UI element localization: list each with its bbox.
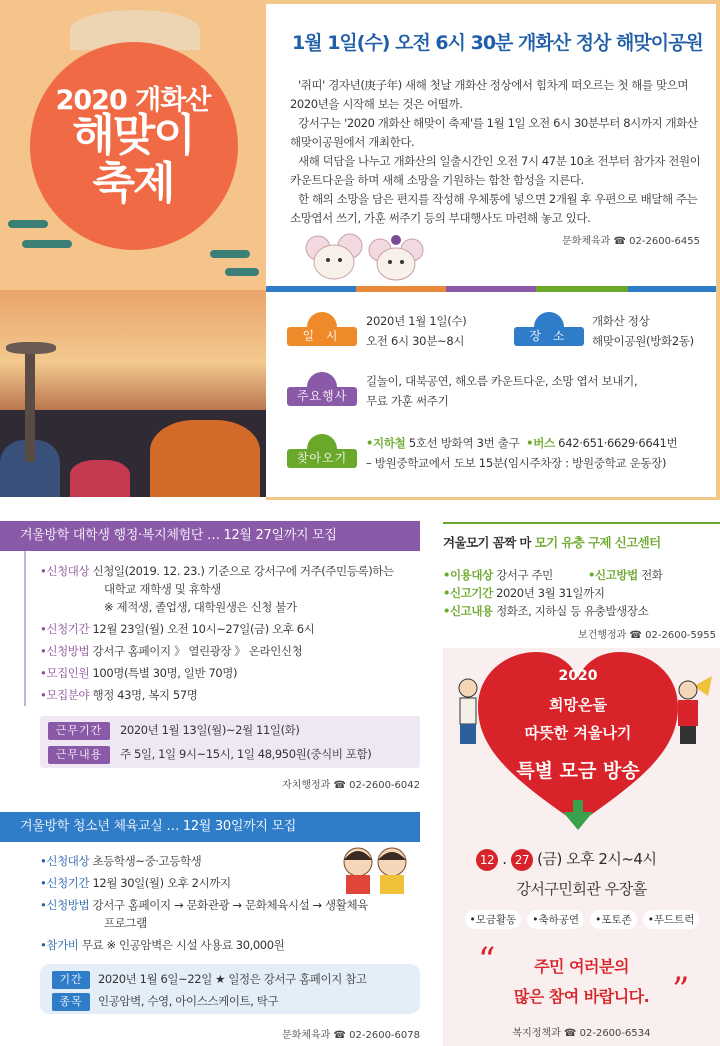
events-label: 주요행사 — [287, 387, 357, 406]
sun-icon — [307, 312, 337, 327]
college-row: •신청대상 신청일(2019. 12. 23.) 기준으로 강서구에 거주(주민등록)하는 — [40, 564, 394, 578]
crowd-person — [70, 460, 130, 497]
pine-branch-left-2 — [22, 240, 72, 248]
college-row: •신청기간 12월 23일(월) 오전 10시~27일(금) 오후 6시 — [40, 622, 315, 636]
place-badge — [514, 312, 584, 346]
mosquito-row: •신고방법 전화 — [588, 568, 663, 582]
tag-chip: •모금활동 — [465, 910, 522, 929]
tag-chip: •포토존 — [590, 910, 637, 929]
walk-text: – 방원중학교에서 도보 15분(임시주차장 : 방원중학교 운동장) — [366, 456, 667, 470]
campaign-tags — [452, 910, 712, 929]
college-row: ※ 제적생, 졸업생, 대학원생은 신청 불가 — [104, 600, 297, 614]
pine-branch-left — [8, 220, 48, 228]
tag-chip: •푸드트럭 — [643, 910, 700, 929]
campaign-date: 12 . 27 (금) 오후 2시~4시 — [476, 848, 716, 871]
festival-poster — [0, 0, 266, 497]
work-detail-row: 근무내용 주 5일, 1일 9시~15시, 1일 48,950원(중식비 포함) — [48, 745, 371, 764]
youth-period-row: 기간 2020년 1월 6일~22일 ★ 일정은 강서구 홈페이지 참고 — [52, 970, 367, 989]
work-period-row: 근무기간 2020년 1월 13일(월)~2월 11일(화) — [48, 721, 299, 740]
quote-line2: 많은 참여 바랍니다. — [513, 987, 650, 1006]
intro-paragraph: '쥐띠' 경자년(庚子年) 새해 첫날 개화산 정상에서 힘차게 떠오르는 첫 해를 맞으며 2020년을 시작해 보는 것은 어떨까. — [290, 78, 689, 111]
college-rule — [24, 551, 26, 706]
festival-section — [0, 0, 720, 500]
campaign-year: 2020 — [558, 668, 598, 684]
mosquito-row: •신고내용 정화조, 지하실 등 유충발생장소 — [443, 604, 649, 618]
divider-stripe — [536, 286, 628, 292]
date-line2: 오전 6시 30분~8시 — [366, 334, 465, 348]
mouse-mascots-illustration — [300, 230, 430, 282]
subway-tag: •지하철 — [366, 436, 406, 450]
place-line2: 해맞이공원(방화2동) — [592, 334, 694, 348]
campaign-line3: 따뜻한 겨울나기 — [524, 724, 632, 742]
youth-contact: 문화체육과 ☎ 02-2600-6078 — [282, 1030, 420, 1041]
directions-label: 찾아오기 — [287, 449, 357, 468]
poster-title-2: 축제 — [92, 158, 174, 209]
youth-events-row: 종목 인공암벽, 수영, 아이스스케이트, 탁구 — [52, 992, 278, 1011]
frame-right — [716, 0, 720, 500]
college-band: 겨울방학 대학생 행정·복지체험단 … 12월 27일까지 모집 — [0, 521, 420, 551]
tag-chip: •축하공연 — [527, 910, 584, 929]
mosquito-title: 겨울모기 꼼짝 마 모기 유충 구제 신고센터 — [443, 522, 720, 562]
bus-tag: •버스 — [526, 436, 555, 450]
pine-branch-right-2 — [225, 268, 259, 276]
place-label: 장 소 — [514, 327, 584, 346]
pine-branch-right — [210, 250, 250, 258]
bus-text: 642·651·6629·6641번 — [558, 436, 678, 450]
campaign-line4: 특별 모금 방송 — [516, 760, 640, 782]
intro-paragraph: 새해 덕담을 나누고 개화산의 일출시간인 오전 7시 47분 10초 전부터 참가자 전원이 카운트다운을 하며 새해 소망을 기원하는 함찬 함성을 지른다. — [290, 154, 701, 187]
youth-row: •신청방법 강서구 홈페이지 → 문화관광 → 문화체육시설 → 생활체육 — [40, 898, 368, 912]
subway-text: 5호선 방화역 3번 출구 — [408, 436, 520, 450]
events-badge — [287, 372, 357, 406]
torch-stand — [25, 352, 35, 462]
divider-stripe — [266, 286, 356, 292]
frame-bottom — [266, 497, 720, 500]
date-line1: 2020년 1월 1일(수) — [366, 314, 467, 328]
campaign-venue: 강서구민회관 우장홀 — [516, 880, 647, 898]
college-row: 대학교 재학생 및 휴학생 — [104, 582, 221, 596]
quote-line1: 주민 여러분의 — [534, 957, 629, 976]
youth-row: •신청기간 12월 30일(월) 오후 2시까지 — [40, 876, 231, 890]
torch-bowl — [6, 342, 56, 354]
intro-paragraph: 강서구는 '2020 개화산 해맞이 축제'를 1월 1일 오전 6시 30분부터 8시까지 개화산 해맞이공원에서 개최한다. — [290, 116, 698, 149]
festival-headline: 1월 1일(수) 오전 6시 30분 개화산 정상 해맞이공원 — [292, 32, 703, 54]
date-label: 일 시 — [287, 327, 357, 346]
college-contact: 자치행정과 ☎ 02-2600-6042 — [282, 780, 420, 791]
college-row: •신청방법 강서구 홈페이지 》 열린광장 》 온라인신청 — [40, 644, 303, 658]
campaign-line2: 희망온돌 — [549, 696, 607, 714]
mosquito-row: •신고기간 2020년 3월 31일까지 — [443, 586, 605, 600]
day-badge: 27 — [511, 849, 533, 871]
events-line2: 무료 가훈 써주기 — [366, 394, 449, 408]
month-badge: 12 — [476, 849, 498, 871]
poster-title-1: 해맞이 — [72, 110, 194, 161]
festival-contact: 문화체육과 ☎ 02-2600-6455 — [562, 236, 700, 247]
sun-icon — [307, 434, 337, 449]
quote-open: “ — [478, 940, 496, 980]
divider-stripe — [356, 286, 446, 292]
youth-row: 프로그램 — [104, 916, 147, 930]
crowd-person — [150, 420, 260, 497]
sun-icon — [307, 372, 337, 387]
divider-stripe — [628, 286, 720, 292]
kids-illustration — [336, 842, 416, 894]
college-row: •모집분야 행정 43명, 복지 57명 — [40, 688, 198, 702]
mosquito-row: •이용대상 강서구 주민 — [443, 568, 553, 582]
sun-icon — [534, 312, 564, 327]
college-row: •모집인원 100명(특별 30명, 일반 70명) — [40, 666, 238, 680]
festival-intro — [290, 76, 702, 228]
date-badge — [287, 312, 357, 346]
events-line1: 길놀이, 대북공연, 해오름 카운트다운, 소망 엽서 보내기, — [366, 374, 638, 388]
frame-top — [266, 0, 720, 4]
directions-badge — [287, 434, 357, 468]
youth-row: •신청대상 초등학생~중·고등학생 — [40, 854, 202, 868]
directions-line1 — [366, 434, 677, 453]
poster-year: 2020 개화산 — [55, 85, 211, 116]
divider-stripe — [446, 286, 536, 292]
youth-row: •참가비 무료 ※ 인공암벽은 시설 사용료 30,000원 — [40, 938, 285, 952]
youth-band: 겨울방학 청소년 체육교실 … 12월 30일까지 모집 — [0, 812, 420, 842]
place-line1: 개화산 정상 — [592, 314, 650, 328]
quote-close: ” — [672, 970, 690, 1010]
mosquito-contact: 보건행정과 ☎ 02-2600-5955 — [578, 630, 716, 641]
campaign-contact: 복지정책과 ☎ 02-2600-6534 — [512, 1028, 651, 1039]
intro-paragraph: 한 해의 소망을 담은 편지를 작성해 우체통에 넣으면 2개월 후 우편으로 배달해 주는 소망엽서 쓰기, 가훈 써주기 등의 부대행사도 마련해 놓고 있다. — [290, 192, 698, 225]
down-arrow-icon — [561, 800, 595, 830]
